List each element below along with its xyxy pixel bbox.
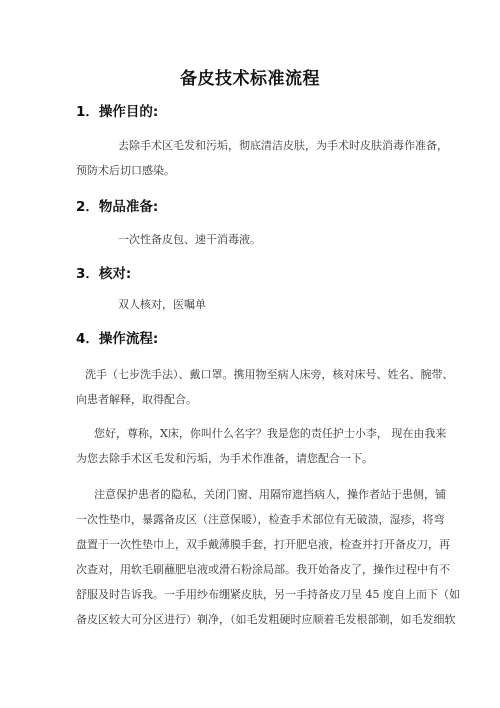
section-4-para-3-line-6: 备皮区较大可分区进行）剃净，（如毛发粗硬时应顺着毛发根部剃，如毛发细软 bbox=[76, 613, 456, 626]
section-2-line-1: 一次性备皮包、速干消毒液。 bbox=[118, 233, 261, 246]
section-4-para-2-line-1: 您好，尊称，X床，你叫什么名字？我是您的责任护士小李， 现在由我来 bbox=[94, 427, 447, 440]
section-2-heading: 2．物品准备: bbox=[76, 199, 159, 215]
section-1-line-1: 去除手术区毛发和污垢，彻底清洁皮肤，为手术时皮肤消毒作准备， bbox=[118, 139, 448, 152]
section-4-para-1-line-1: 洗手（七步洗手法）、戴口罩。携用物至病人床旁，核对床号、姓名、腕带、 bbox=[85, 368, 454, 381]
section-4-para-1-line-2: 向患者解释，取得配合。 bbox=[76, 393, 197, 406]
section-3-heading: 3．核对: bbox=[76, 266, 132, 282]
section-4-para-3-line-5: 舒服及时告诉我。一手用纱布绷紧皮肤，另一手持备皮刀呈 45 度自上而下（如 bbox=[76, 588, 460, 601]
document-title: 备皮技术标准流程 bbox=[180, 69, 320, 89]
section-1-heading: 1．操作目的: bbox=[76, 104, 159, 120]
section-4-para-3-line-4: 次查对，用软毛刷蘸肥皂液或滑石粉涂局部。我开始备皮了，操作过程中有不 bbox=[76, 563, 450, 576]
section-4-para-3-line-1: 注意保护患者的隐私，关闭门窗、用隔帘遮挡病人，操作者站于患侧，铺 bbox=[94, 488, 446, 501]
section-4-heading: 4．操作流程: bbox=[76, 331, 159, 347]
section-3-line-1: 双人核对，医嘱单 bbox=[118, 298, 206, 311]
section-1-line-2: 预防术后切口感染。 bbox=[76, 164, 175, 177]
section-4-para-3-line-2: 一次性垫巾，暴露备皮区（注意保暖），检查手术部位有无破溃，湿疹，将弯 bbox=[76, 513, 445, 526]
section-4-para-2-line-2: 为您去除手术区毛发和污垢，为手术作准备，请您配合一下。 bbox=[76, 452, 373, 465]
section-4-para-3-line-3: 盘置于一次性垫巾上，双手戴薄膜手套，打开肥皂液，检查并打开备皮刀，再 bbox=[76, 538, 450, 551]
